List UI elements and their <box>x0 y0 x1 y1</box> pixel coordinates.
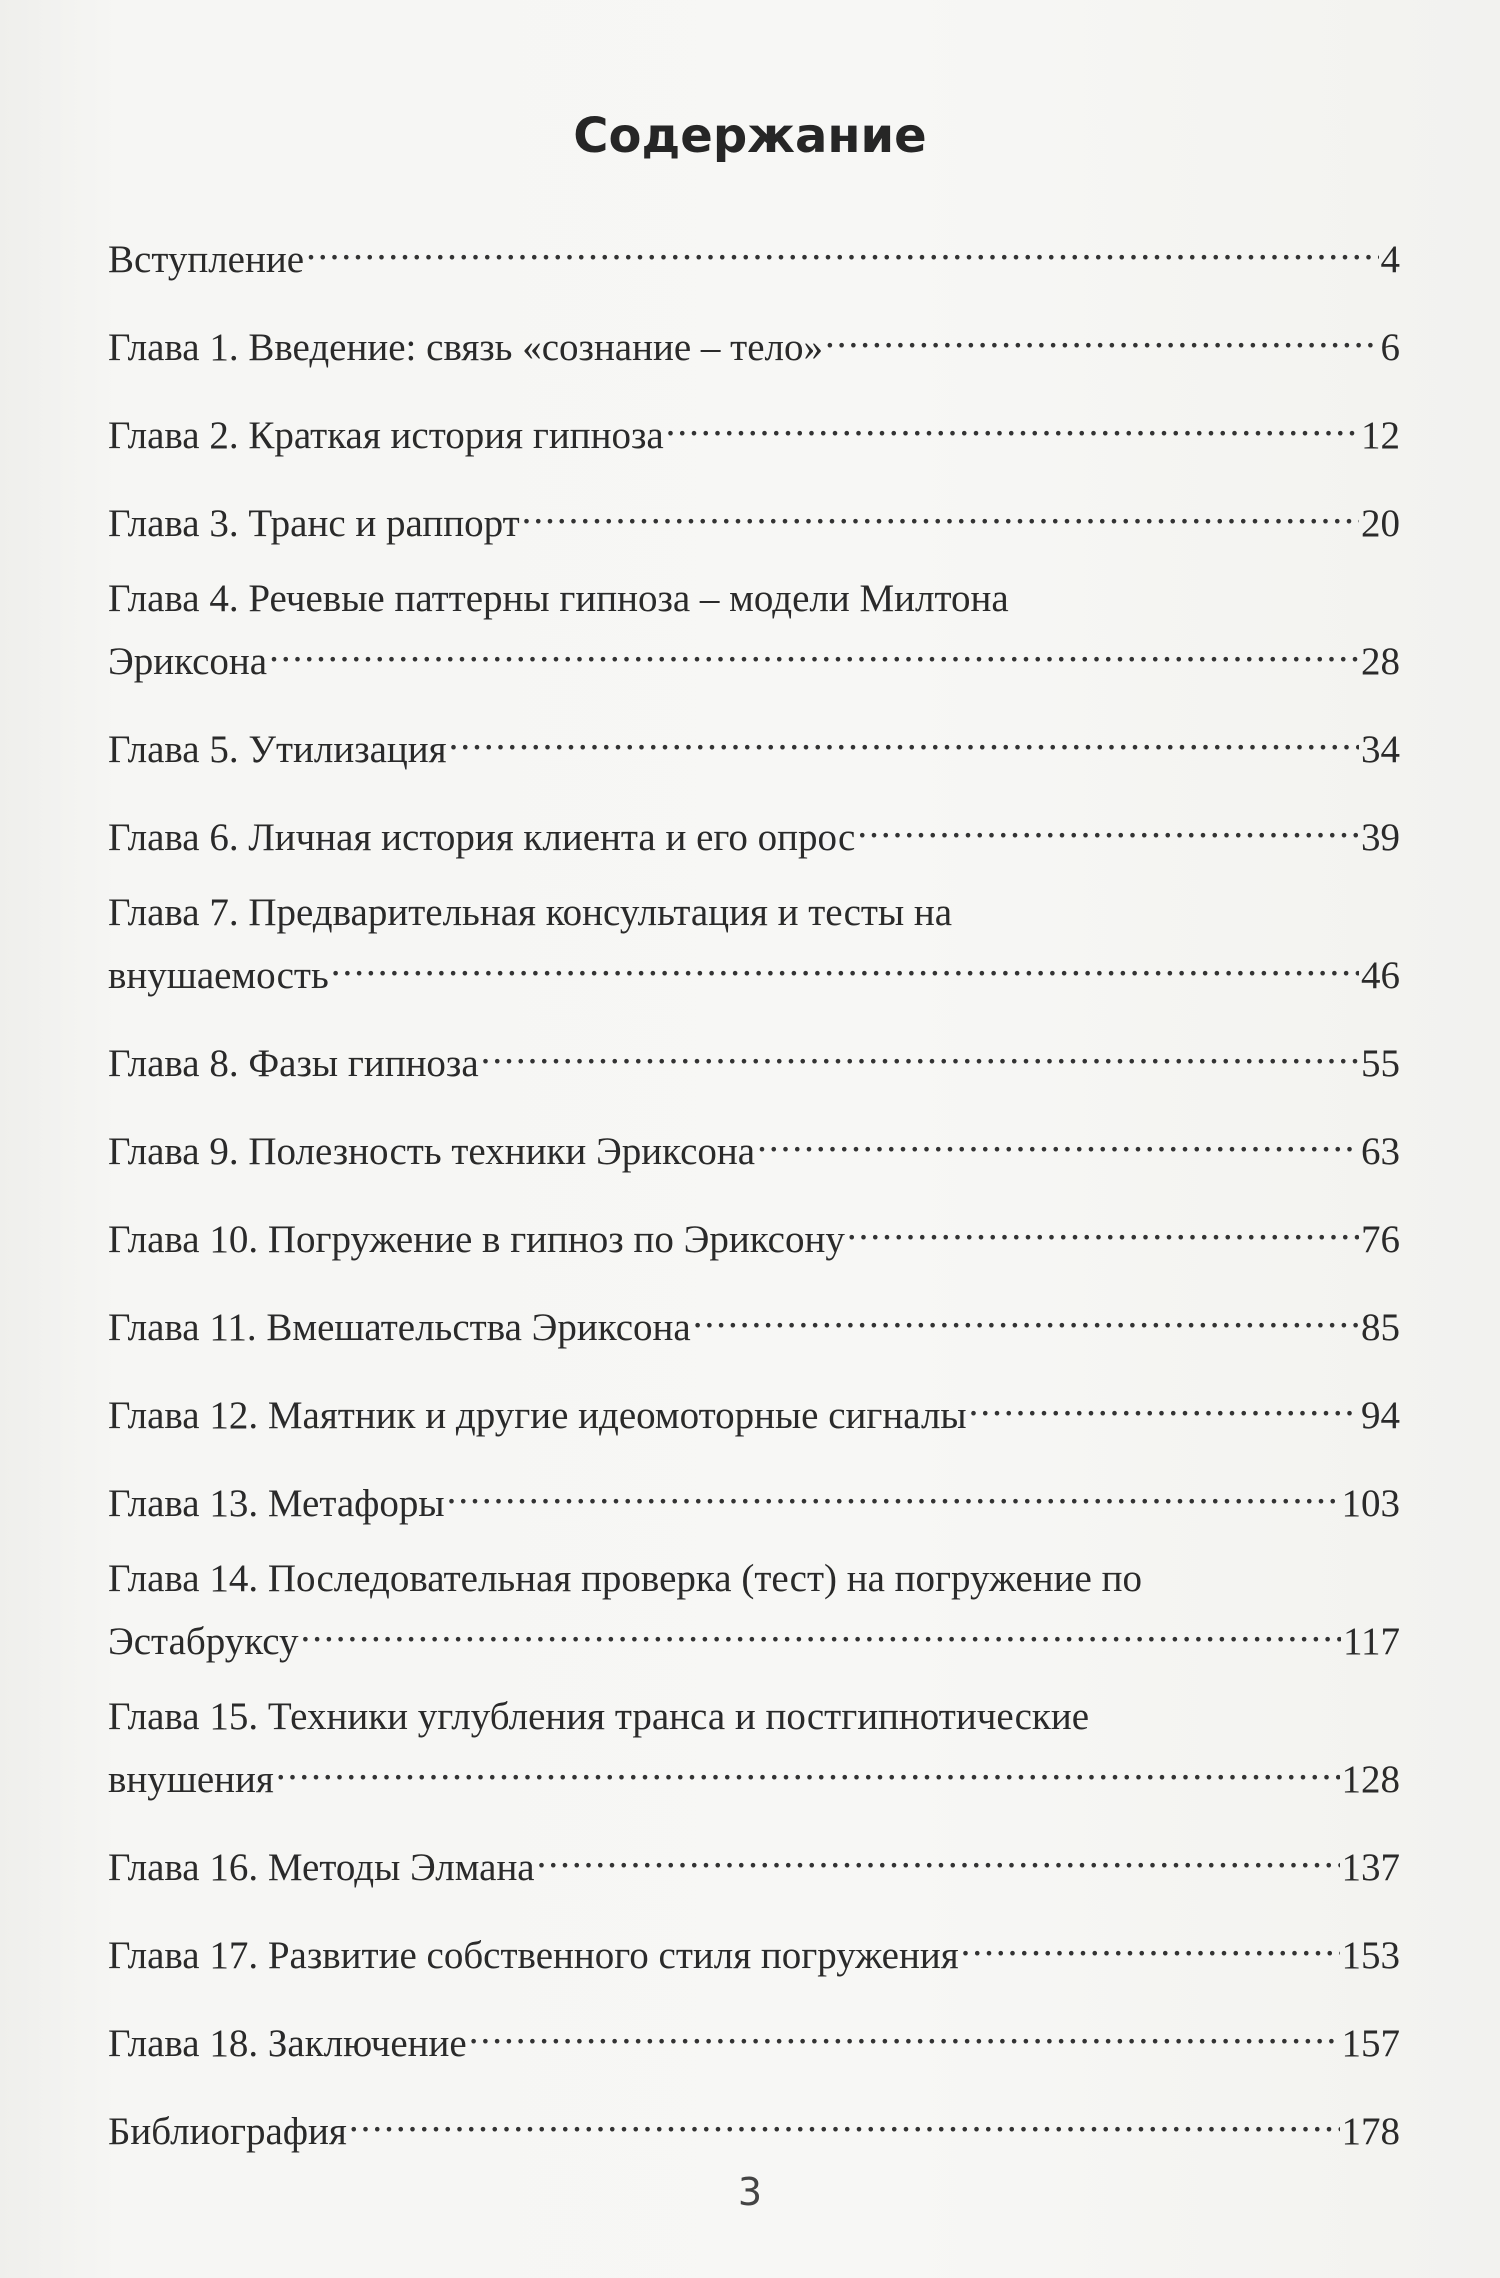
toc-entry-line <box>108 1830 1400 1893</box>
dot-leader <box>331 938 1359 988</box>
toc-entry-title: Глава 3. Транс и раппорт <box>108 502 520 545</box>
toc-entry-page: 55 <box>1361 1042 1400 1085</box>
toc-entry-title: внушаемость <box>108 954 329 997</box>
toc-entry-line <box>108 1466 1400 1529</box>
toc-entry-title: Глава 12. Маятник и другие идеомоторные сигналы <box>108 1394 967 1437</box>
toc-entry <box>108 2094 1400 2157</box>
toc-entry-line <box>108 1290 1400 1353</box>
toc-entry <box>108 222 1400 285</box>
toc-entry-title-first-line: Глава 14. Последовательная проверка (тест) на погружение по <box>108 1557 1142 1600</box>
dot-leader <box>469 2006 1340 2056</box>
toc-entry-title: Глава 2. Краткая история гипноза <box>108 414 664 457</box>
dot-leader <box>825 310 1379 360</box>
dot-leader <box>522 486 1359 536</box>
toc-entry-page: 137 <box>1341 1846 1400 1889</box>
dot-leader <box>666 398 1359 448</box>
toc-entry-title: Глава 18. Заключение <box>108 2022 467 2065</box>
toc-entry <box>108 1114 1400 1177</box>
toc-entry-line <box>108 1918 1400 1981</box>
toc-entry-page: 63 <box>1361 1130 1400 1173</box>
toc-entry-line <box>108 1742 1400 1805</box>
toc-entry-title: внушения <box>108 1758 274 1801</box>
toc-entry-title: Глава 9. Полезность техники Эриксона <box>108 1130 756 1173</box>
toc-entry <box>108 1830 1400 1893</box>
toc-entry-title: Эриксона <box>108 640 268 683</box>
dot-leader <box>449 712 1359 762</box>
toc-entry-page: 178 <box>1341 2110 1400 2153</box>
toc-entry-page: 28 <box>1361 640 1400 683</box>
dot-leader <box>757 1114 1359 1164</box>
toc-entry <box>108 1378 1400 1441</box>
toc-entry-title-first-line: Глава 7. Предварительная консультация и тесты на <box>108 891 953 934</box>
dot-leader <box>693 1290 1359 1340</box>
toc-entry-line <box>108 310 1400 373</box>
toc-entry-page: 153 <box>1341 1934 1400 1977</box>
toc-entry-page: 117 <box>1342 1620 1400 1663</box>
toc-entry-line <box>108 222 1400 285</box>
toc-entry-line <box>108 2006 1400 2069</box>
toc-entry-page: 6 <box>1380 326 1400 369</box>
dot-leader <box>447 1466 1340 1516</box>
toc-entry-title: Вступление <box>108 238 305 281</box>
toc-entry <box>108 1026 1400 1089</box>
dot-leader <box>857 800 1359 850</box>
toc-entry-page: 103 <box>1341 1482 1400 1525</box>
toc-entry-title: Глава 10. Погружение в гипноз по Эриксону <box>108 1218 845 1261</box>
dot-leader <box>537 1830 1340 1880</box>
toc-entry-title: Глава 8. Фазы гипноза <box>108 1042 479 1085</box>
toc-entry <box>108 398 1400 461</box>
toc-entry-page: 85 <box>1361 1306 1400 1349</box>
toc-entry-title: Глава 17. Развитие собственного стиля погружения <box>108 1934 959 1977</box>
toc-entry <box>108 2006 1400 2069</box>
dot-leader <box>969 1378 1359 1428</box>
toc-entry <box>108 1202 1400 1265</box>
dot-leader <box>349 2094 1340 2144</box>
toc-entry-title: Глава 1. Введение: связь «сознание – тело» <box>108 326 823 369</box>
toc-entry-page: 39 <box>1361 816 1400 859</box>
toc-entry-line <box>108 800 1400 863</box>
toc-entry-line <box>108 1604 1400 1667</box>
toc-entry <box>108 1290 1400 1353</box>
toc-entry-line <box>108 1202 1400 1265</box>
toc-entry-line <box>108 1026 1400 1089</box>
toc-entry-line <box>108 938 1400 1001</box>
toc-entry-page: 128 <box>1341 1758 1400 1801</box>
toc-entry-title: Глава 5. Утилизация <box>108 728 447 771</box>
toc-entry <box>108 310 1400 373</box>
toc-entry-line <box>108 624 1400 687</box>
toc-entry-page: 46 <box>1361 954 1400 997</box>
toc-entry <box>108 712 1400 775</box>
toc-entry-line <box>108 2094 1400 2157</box>
toc-entry <box>108 1466 1400 1529</box>
toc-entry-page: 12 <box>1361 414 1400 457</box>
toc-entry-title: Глава 16. Методы Элмана <box>108 1846 535 1889</box>
dot-leader <box>481 1026 1359 1076</box>
toc-entry <box>108 486 1400 549</box>
toc-entry-title-first-line: Глава 15. Техники углубления транса и постгипнотические <box>108 1695 1090 1738</box>
page-title: Содержание <box>573 108 927 164</box>
toc-entry-title: Глава 13. Метафоры <box>108 1482 445 1525</box>
toc-entry-page: 4 <box>1380 238 1400 281</box>
dot-leader <box>301 1604 1341 1654</box>
toc-entry-page: 157 <box>1341 2022 1400 2065</box>
toc-entry-page: 20 <box>1361 502 1400 545</box>
page-number: 3 <box>737 2170 763 2214</box>
toc-entry-title: Эстабруксу <box>108 1620 299 1663</box>
toc-entry <box>108 888 1400 1001</box>
toc-entry-line <box>108 1378 1400 1441</box>
toc-entry <box>108 1554 1400 1667</box>
dot-leader <box>306 222 1378 272</box>
toc-entry-line <box>108 712 1400 775</box>
dot-leader <box>961 1918 1340 1968</box>
toc-entry-page: 34 <box>1361 728 1400 771</box>
toc-entry-title: Глава 11. Вмешательства Эриксона <box>108 1306 691 1349</box>
toc-entry-title: Глава 6. Личная история клиента и его опрос <box>108 816 856 859</box>
toc-entry <box>108 1918 1400 1981</box>
toc-entry-line <box>108 486 1400 549</box>
toc-entry-title: Библиография <box>108 2110 347 2153</box>
toc-entry <box>108 574 1400 687</box>
table-of-contents <box>108 222 1400 2182</box>
toc-entry <box>108 800 1400 863</box>
toc-entry-page: 94 <box>1361 1394 1400 1437</box>
toc-entry-title-first-line: Глава 4. Речевые паттерны гипноза – модели Милтона <box>108 577 1009 620</box>
toc-entry-line <box>108 398 1400 461</box>
dot-leader <box>269 624 1359 674</box>
toc-entry-page: 76 <box>1361 1218 1400 1261</box>
toc-entry <box>108 1692 1400 1805</box>
dot-leader <box>847 1202 1359 1252</box>
dot-leader <box>276 1742 1340 1792</box>
toc-entry-line <box>108 1114 1400 1177</box>
